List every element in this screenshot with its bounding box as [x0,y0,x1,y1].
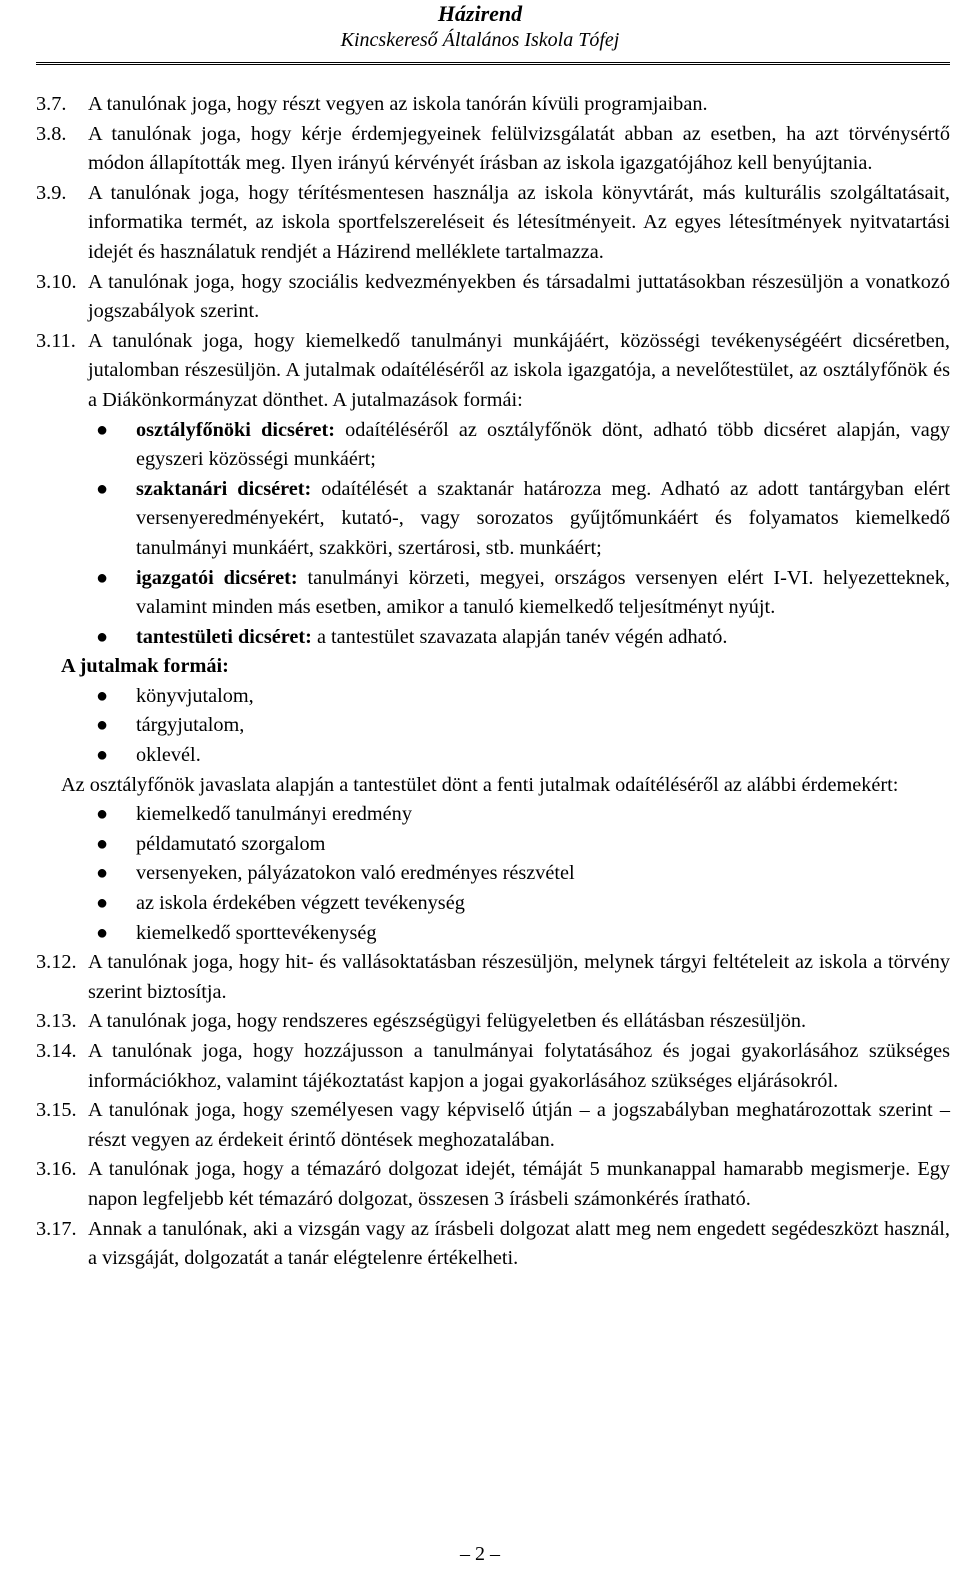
praise-term: osztályfőnöki dicséret: [136,418,336,441]
praise-list-item [96,416,950,475]
rule-item-3-7 [36,90,950,120]
reward-text: könyvjutalom, [136,684,254,707]
item-number: 3.9. [36,181,67,204]
item-number: 3.12. [36,951,77,974]
praise-list-item [96,623,950,653]
reward-list-item [96,711,950,741]
praise-text: tanulmányi körzeti, megyei, országos versenyen elért I-VI. helyezetteknek, valamint minden más esetben, amikor a tanuló kiemelkedő teljesítményt nyújt. [136,566,950,619]
item-text: Annak a tanulónak, aki a vizsgán vagy az írásbeli dolgozat alatt meg nem engedett segédeszközt használ, a vizsgáját, dolgozatát a tanár elégtelenre értékelheti. [88,1217,950,1270]
item-text: A tanulónak joga, hogy rendszeres egészségügyi felügyeletben és ellátásban részesüljön. [88,1010,807,1033]
rule-item-3-11 [36,327,950,416]
item-number: 3.16. [36,1158,77,1181]
bullet-icon: ● [96,744,109,767]
header-divider [36,62,950,65]
rule-item-3-16 [36,1155,950,1214]
bullet-icon: ● [96,625,109,648]
item-number: 3.8. [36,122,67,145]
praise-term: igazgatói dicséret: [136,566,298,589]
praise-text: odaítéléséről az osztályfőnök dönt, adható több dicséret alapján, vagy egyszeri közösségi munkáért; [136,418,950,471]
rule-item-3-15 [36,1096,950,1155]
praise-text: a tantestület szavazata alapján tanév végén adható. [311,625,728,648]
document-body [36,90,950,1274]
merit-text: az iskola érdekében végzett tevékenység [136,892,465,915]
praise-list-item [96,564,950,623]
bullet-icon: ● [96,684,109,707]
merit-text: versenyeken, pályázatokon való eredményes részvétel [136,862,575,885]
item-number: 3.10. [36,270,77,293]
item-text: A tanulónak joga, hogy személyesen vagy képviselő útján – a jogszabályban meghatározottak szerint – részt vegyen az érdekeit érintő döntések meghozatalában. [88,1099,950,1151]
bullet-icon: ● [96,921,109,944]
merit-list-item [96,889,950,919]
item-text: A tanulónak joga, hogy térítésmentesen használja az iskola könyvtárát, más kulturális szolgáltatásait, informatika termét, az iskola sportfelszereléseit és létesítményeit. Az egyes létesítmények nyitvatartási idejét és használatuk rendjét a Házirend melléklete tartalmazza. [88,181,950,263]
bullet-icon: ● [96,803,109,826]
proposal-paragraph: Az osztályfőnök javaslata alapján a tantestület dönt a fenti jutalmak odaítéléséről az alábbi érdemekért: [61,773,899,796]
bullet-icon: ● [96,714,109,737]
item-number: 3.11. [36,329,76,352]
bullet-icon: ● [96,477,109,500]
reward-list-item [96,741,950,771]
bullet-icon: ● [96,892,109,915]
merit-list-item [96,859,950,889]
page-header [0,0,960,53]
item-text: A tanulónak joga, hogy a témazáró dolgozat idejét, témáját 5 munkanappal hamarabb megismerje. Egy napon legfeljebb két témazáró dolgozat, összesen 3 írásbeli számonkérés íratható. [88,1158,950,1210]
merit-list-item [96,919,950,949]
item-number: 3.7. [36,93,67,115]
merit-list-item [96,800,950,830]
item-text: A tanulónak joga, hogy kiemelkedő tanulmányi munkájáért, közösségi tevékenységéért dicséretben, jutalomban részesüljön. A jutalmak odaítéléséről az iskola igazgatója, a nevelőtestület, az osztályfőnök és a Diákönkormányzat dönthet. A jutalmazások formái: [88,329,950,411]
rule-item-3-14 [36,1037,950,1096]
item-number: 3.14. [36,1040,77,1062]
page-number: – 2 – [460,1543,500,1565]
praise-text: odaítélését a szaktanár határozza meg. Adható az adott tantárgyban elért versenyeredményekért, kutató-, vagy sorozatos gyűjtőmunkáért és folyamatos kiemelkedő tanulmányi munkáért, szakköri, szertárosi, stb. munkáért; [136,477,950,559]
bullet-icon: ● [96,832,109,855]
reward-text: tárgyjutalom, [136,714,245,737]
rule-item-3-17 [36,1215,950,1274]
header-title: Házirend [437,1,523,26]
item-number: 3.17. [36,1217,77,1240]
reward-list-item [96,682,950,712]
praise-list-item [96,475,950,564]
praise-term: tantestületi dicséret: [136,625,312,648]
item-text: A tanulónak joga, hogy hozzájusson a tanulmányai folytatásához és jogai gyakorlásához szükséges információkhoz, valamint tájékoztatást kapjon a jogai gyakorlásához szükséges eljárásokról. [88,1040,950,1092]
item-text: A tanulónak joga, hogy kérje érdemjegyeinek felülvizsgálatát abban az esetben, ha azt törvénysértő módon állapították meg. Ilyen irányú kérvényét írásban az iskola igazgatójához kell benyújtania. [88,122,950,175]
item-number: 3.13. [36,1010,77,1033]
bullet-icon: ● [96,862,109,885]
merit-text: kiemelkedő tanulmányi eredmény [136,803,412,826]
reward-text: oklevél. [136,744,201,767]
bullet-icon: ● [96,566,109,589]
header-subtitle: Kincskereső Általános Iskola Tófej [340,29,620,51]
rule-item-3-10 [36,268,950,327]
rule-item-3-12 [36,948,950,1007]
merit-list-item [96,830,950,860]
item-text: A tanulónak joga, hogy részt vegyen az iskola tanórán kívüli programjaiban. [88,93,708,115]
item-text: A tanulónak joga, hogy szociális kedvezményekben és társadalmi juttatásokban részesüljön a vonatkozó jogszabályok szerint. [88,270,950,323]
bullet-icon: ● [96,418,109,441]
item-text: A tanulónak joga, hogy hit- és vallásoktatásban részesüljön, melynek tárgyi feltételeit az iskola a törvény szerint biztosítja. [88,951,950,1003]
item-number: 3.15. [36,1099,77,1122]
rule-item-3-9 [36,179,950,268]
rule-item-3-13 [36,1007,950,1037]
reward-heading: A jutalmak formái: [61,655,229,678]
rule-item-3-8 [36,120,950,179]
merit-text: példamutató szorgalom [136,832,326,855]
praise-term: szaktanári dicséret: [136,477,312,500]
merit-text: kiemelkedő sporttevékenység [136,921,377,944]
